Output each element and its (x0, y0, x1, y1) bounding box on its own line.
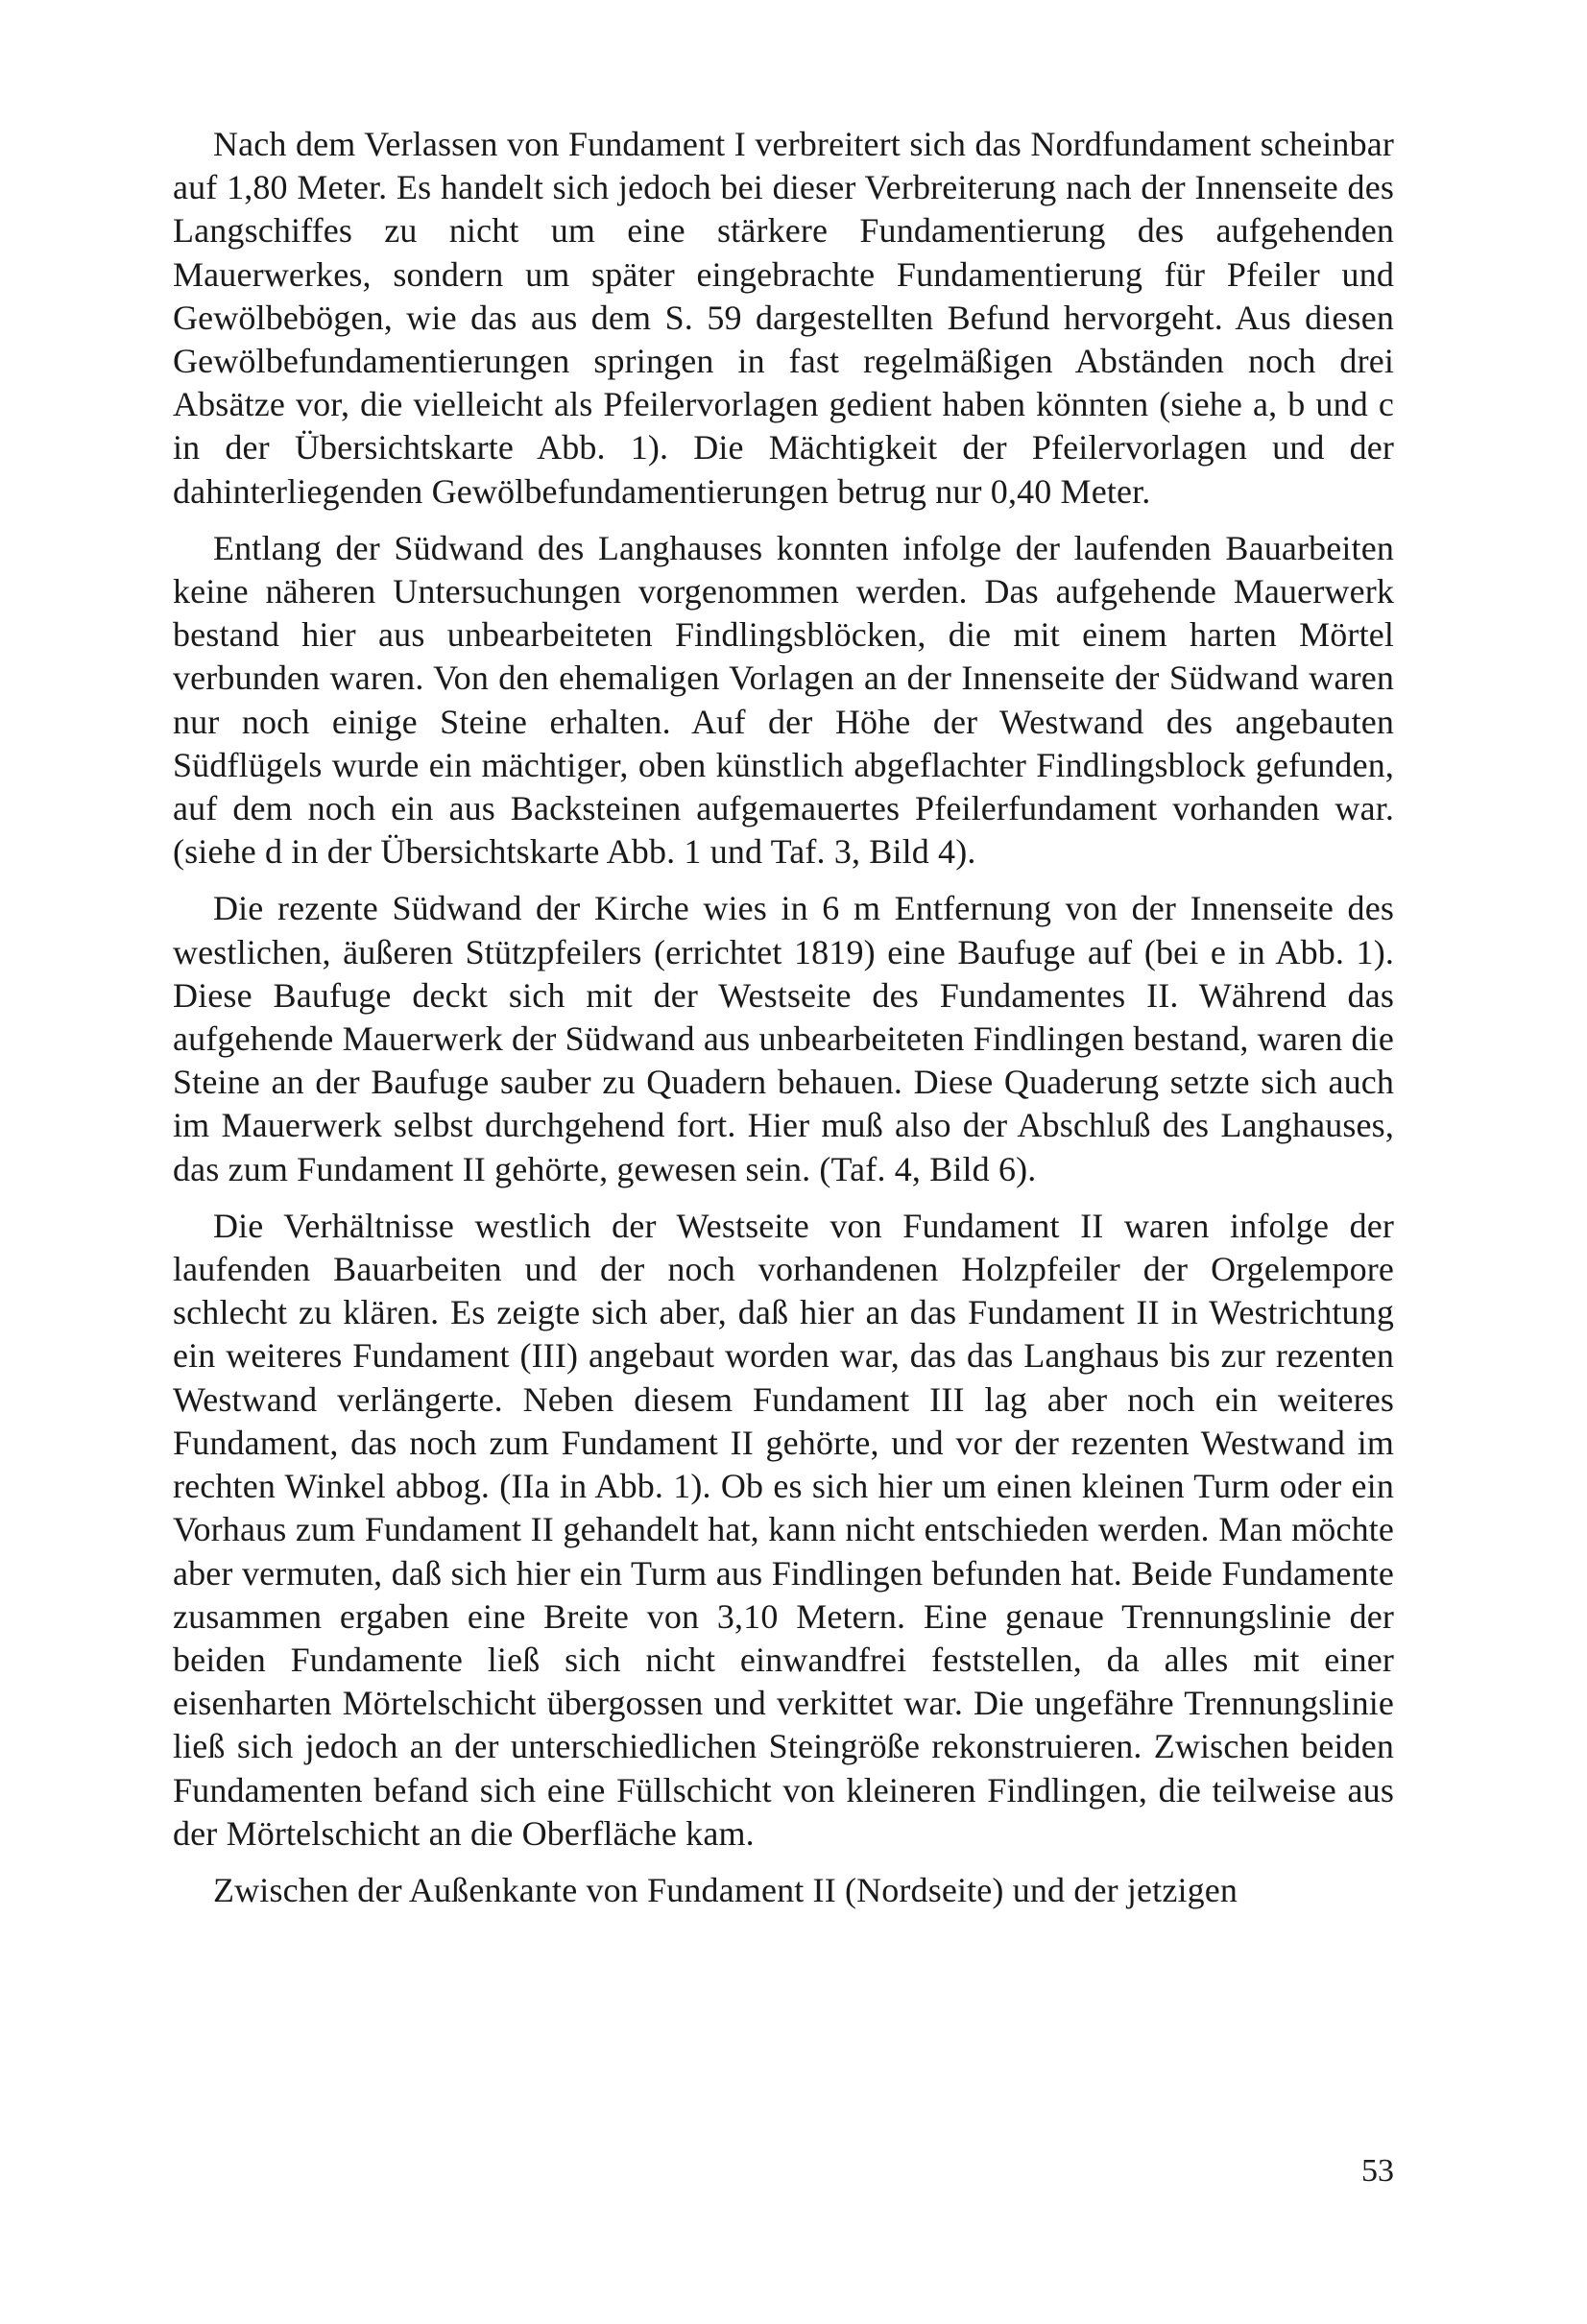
paragraph-baufuge: Die rezente Südwand der Kirche wies in 6 m Entfernung von der Innenseite des westlichen, äußeren Stützpfeilers (errichtet 1819) eine Baufuge auf (bei e in Abb. 1). Diese Baufuge deckt sich mit der Westseite des Fundamentes II. Während das aufgehende Mauerwerk der Südwand aus unbearbeiteten Findlingen bestand, waren die Steine an der Baufuge sauber zu Quadern behauen. Diese Quaderung setzte sich auch im Mauerwerk selbst durchgehend fort. Hier muß also der Abschluß des Langhauses, das zum Fundament II gehörte, gewesen sein. (Taf. 4, Bild 6). (173, 889, 1394, 1188)
paragraph-suedwand: Entlang der Südwand des Langhauses konnten infolge der laufenden Bauarbeiten keine näheren Untersuchungen vorgenommen werden. Das aufgehende Mauerwerk bestand hier aus unbearbeiteten Findlingsblöcken, die mit einem harten Mörtel verbunden waren. Von den ehemaligen Vorlagen an der Innenseite der Südwand waren nur noch einige Steine erhalten. Auf der Höhe der Westwand des angebauten Südflügels wurde ein mächtiger, oben künstlich abgeflachter Findlingsblock gefunden, auf dem noch ein aus Backsteinen aufgemauertes Pfeilerfundament vorhanden war. (siehe d in der Übersichtskarte Abb. 1 und Taf. 3, Bild 4). (173, 528, 1394, 872)
text-block (173, 123, 1394, 1926)
page-number: 53 (1361, 2153, 1394, 2189)
paragraph-aussenkante: Zwischen der Außenkante von Fundament II (Nordseite) und der jetzigen (213, 1870, 1238, 1909)
paragraph-nordfundament: Nach dem Verlassen von Fundament I verbreitert sich das Nordfundament scheinbar auf 1,80 Meter. Es handelt sich jedoch bei dieser Verbreiterung nach der Innenseite des Langschiffes zu nicht um eine stärkere Fundamentierung des aufgehenden Mauerwerkes, sondern um später eingebrachte Fundamentierung für Pfeiler und Gewölbebögen, wie das aus dem S. 59 dargestellten Befund hervorgeht. Aus diesen Gewölbefundamentierungen springen in fast regelmäßigen Abständen noch drei Absätze vor, die vielleicht als Pfeilervorlagen gedient haben könnten (siehe a, b und c in der Übersichtskarte Abb. 1). Die Mächtigkeit der Pfeilervorlagen und der dahinterliegenden Gewölbefundamentierungen betrug nur 0,40 Meter. (173, 125, 1394, 511)
paragraph-westseite: Die Verhältnisse westlich der Westseite von Fundament II waren infolge der laufenden Bauarbeiten und der noch vorhandenen Holzpfeiler der Orgelempore schlecht zu klären. Es zeigte sich aber, daß hier an das Fundament II in Westrichtung ein weiteres Fundament (III) angebaut worden war, das das Langhaus bis zur rezenten Westwand verlängerte. Neben diesem Fundament III lag aber noch ein weiteres Fundament, das noch zum Fundament II gehörte, und vor der rezenten Westwand im rechten Winkel abbog. (IIa in Abb. 1). Ob es sich hier um einen kleinen Turm oder ein Vorhaus zum Fundament II gehandelt hat, kann nicht entschieden werden. Man möchte aber vermuten, daß sich hier ein Turm aus Findlingen befunden hat. Beide Fundamente zusammen ergaben eine Breite von 3,10 Metern. Eine genaue Trennungslinie der beiden Fundamente ließ sich nicht einwandfrei feststellen, da alles mit einer eisenharten Mörtelschicht übergossen und verkittet war. Die ungefähre Trennungslinie ließ sich jedoch an der unterschiedlichen Steingröße rekonstruieren. Zwischen beiden Fundamenten befand sich eine Füllschicht von kleineren Findlingen, die teilweise aus der Mörtelschicht an die Oberfläche kam. (173, 1206, 1394, 1853)
